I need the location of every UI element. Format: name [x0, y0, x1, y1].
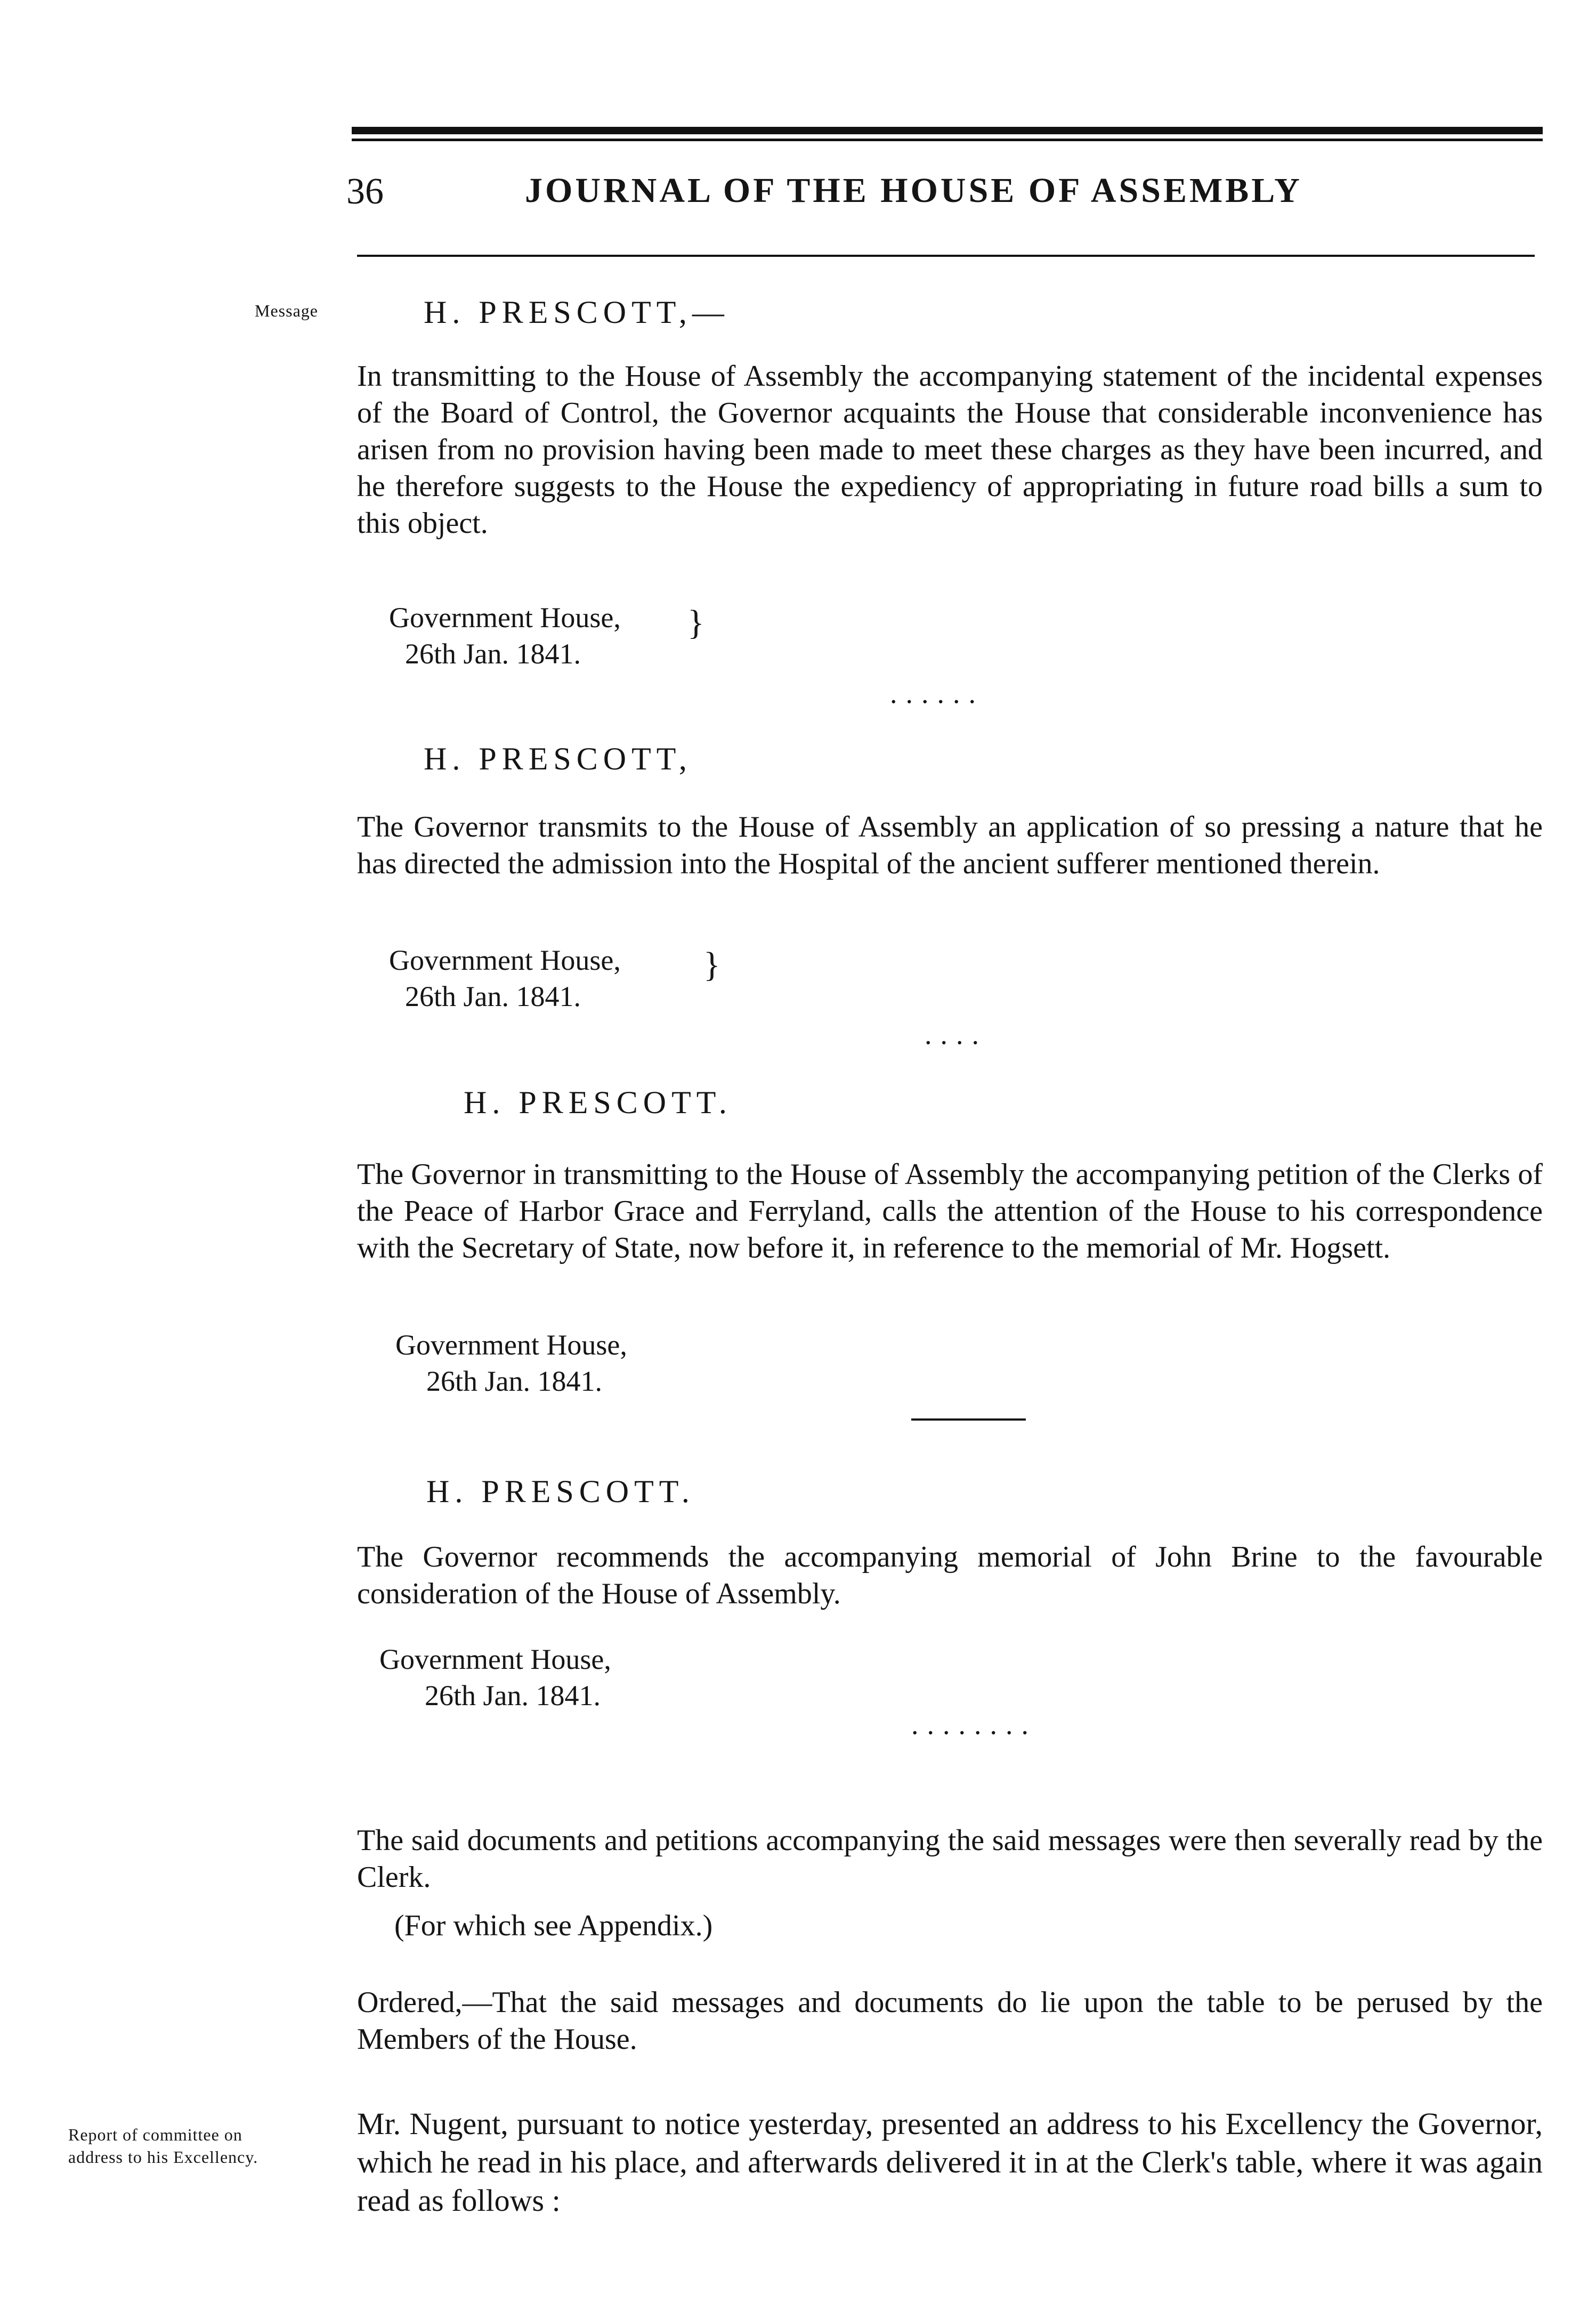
ordered-paragraph: Ordered,—That the said messages and documents do lie upon the table to be perused by the Members of the House.	[357, 1986, 1543, 2056]
address-line-1: Government House,	[389, 602, 621, 634]
nugent-paragraph: Mr. Nugent, pursuant to notice yesterday, presented an address to his Excellency the Governor, which he read in his place, and afterwards delivered it in at the Clerk's table, where it was again read as follows :	[357, 2106, 1543, 2218]
margin-note-report	[68, 2123, 258, 2168]
message-4-body: The Governor recommends the accompanying memorial of John Brine to the favourable consideration of the House of Assembly.	[357, 1540, 1543, 1610]
address-line-2: 26th Jan. 1841.	[426, 1365, 602, 1397]
closing-paragraph-1: The said documents and petitions accompanying the said messages were then severally read by the Clerk.	[357, 1824, 1543, 1894]
brace-icon: }	[687, 603, 704, 642]
address-line-2: 26th Jan. 1841.	[405, 638, 581, 670]
message-1-body: In transmitting to the House of Assembly the accompanying statement of the incidental expenses of the Board of Control, the Governor acquaints the House that considerable inconvenience has arisen from no provision having been made to meet these charges as they have been incurred, and he therefore suggests to the House the expediency of appropriating in future road bills a sum to this object.	[357, 360, 1543, 540]
message-2-body: The Governor transmits to the House of Assembly an application of so pressing a nature that he has directed the admission into the Hospital of the ancient sufferer mentioned therein.	[357, 810, 1543, 880]
page-title: JOURNAL OF THE HOUSE OF ASSEMBLY	[525, 171, 1302, 210]
address-line-2: 26th Jan. 1841.	[425, 1680, 601, 1712]
appendix-note: (For which see Appendix.)	[394, 1909, 713, 1942]
signature-1: H. PRESCOTT,—	[424, 295, 730, 330]
message-4-address	[379, 1641, 611, 1714]
separator-dash	[911, 1418, 1026, 1421]
separator-dots-3: ........	[911, 1708, 1037, 1740]
message-3-body: The Governor in transmitting to the House of Assembly the accompanying petition of the Clerks of the Peace of Harbor Grace and Ferryland, calls the attention of the House to his correspondence with the Secretary of State, now before it, in reference to the memorial of Mr. Hogsett.	[357, 1158, 1543, 1264]
brace-icon: }	[703, 945, 720, 984]
page-number: 36	[346, 171, 384, 212]
header-rule-thick	[352, 127, 1543, 134]
signature-3: H. PRESCOTT.	[464, 1085, 732, 1120]
header-underline	[357, 255, 1535, 257]
address-line-2: 26th Jan. 1841.	[405, 980, 581, 1012]
message-3-address	[395, 1327, 627, 1399]
signature-2: H. PRESCOTT,	[424, 741, 692, 776]
address-line-1: Government House,	[379, 1643, 611, 1675]
address-line-1: Government House,	[395, 1329, 627, 1361]
address-line-1: Government House,	[389, 944, 621, 976]
margin-note-line-2: address to his Excellency.	[68, 2147, 258, 2167]
separator-dots-1: ......	[890, 677, 984, 709]
separator-dots-2: ....	[925, 1018, 987, 1050]
signature-4: H. PRESCOTT.	[426, 1474, 695, 1509]
margin-note-line-1: Report of committee on	[68, 2125, 242, 2144]
margin-note-message: Message	[255, 301, 318, 320]
header-rule-thin	[352, 139, 1543, 141]
message-1-address	[389, 599, 621, 672]
message-2-address	[389, 942, 621, 1015]
